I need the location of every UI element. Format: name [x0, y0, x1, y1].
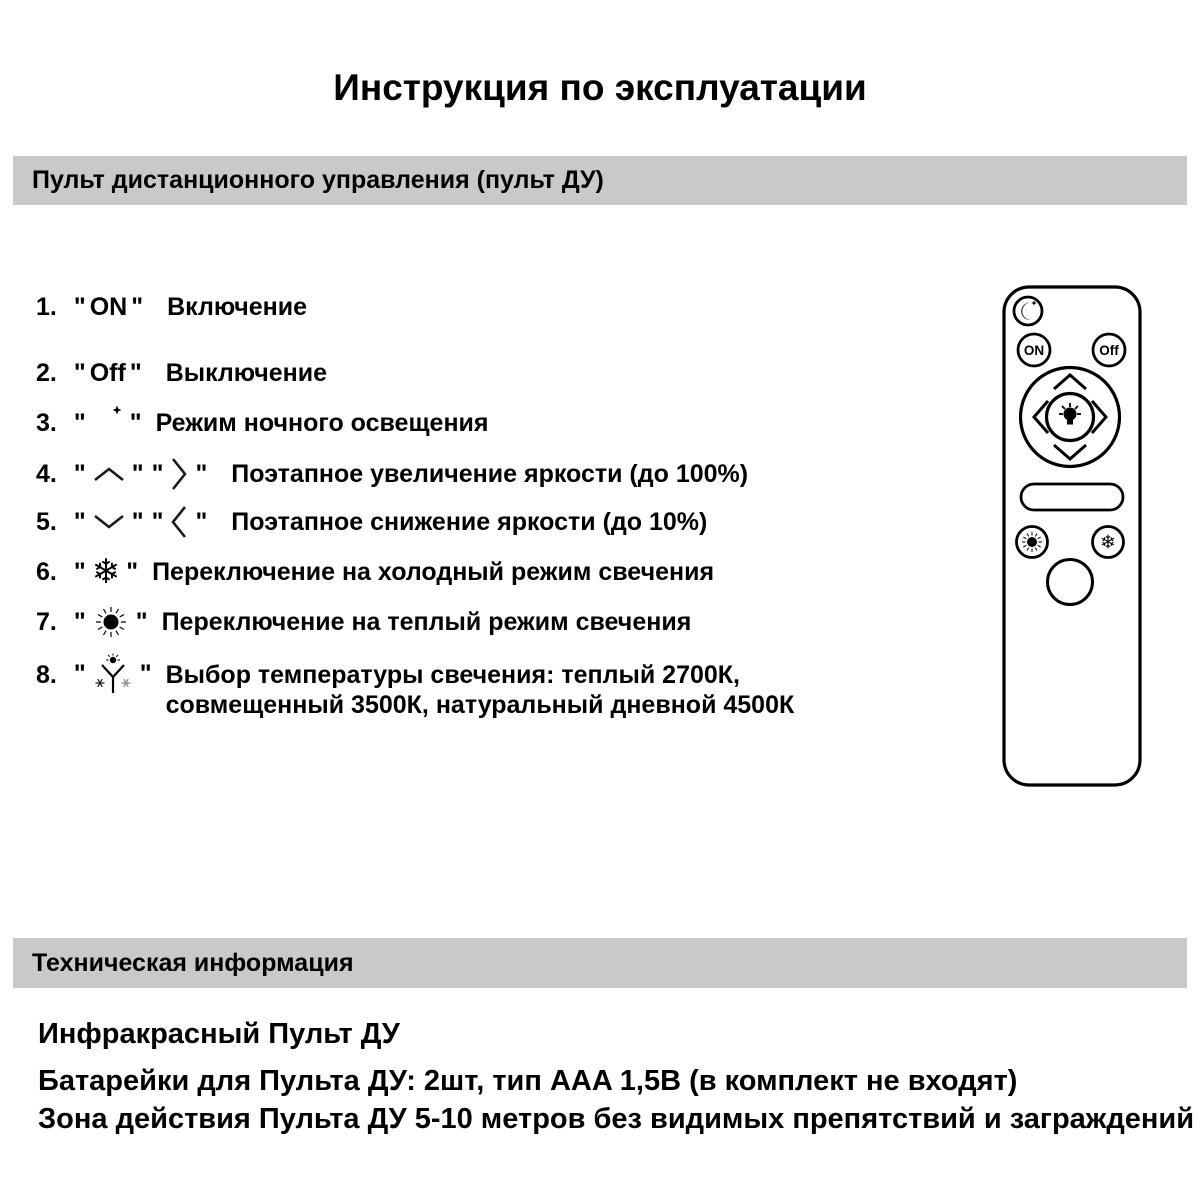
- item-description: Переключение на холодный режим свечения: [152, 557, 715, 586]
- item-number: 4.: [36, 459, 57, 488]
- remote-warm-button: [1017, 527, 1048, 558]
- list-item: [36, 550, 714, 594]
- quote-mark: ": [73, 659, 86, 688]
- section-heading: Пульт дистанционного управления (пульт ДУ): [32, 166, 604, 194]
- tech-info-line: Зона действия Пульта ДУ 5-10 метров без видимых препятствий и заграждений: [38, 1103, 1195, 1135]
- list-item: [36, 452, 748, 496]
- page-title: Инструкция по эксплуатации: [333, 67, 867, 108]
- item-description-line1: Выбор температуры свечения: теплый 2700К,: [165, 661, 740, 689]
- quote-mark: ": [126, 557, 139, 586]
- chevron-up-icon: [93, 466, 125, 482]
- quote-mark: ": [73, 408, 86, 437]
- chevron-left-icon: [170, 505, 188, 539]
- on-key-label: ON: [89, 292, 128, 321]
- snowflake-icon: ❄: [1100, 531, 1116, 554]
- crescent-moon-icon: [93, 404, 123, 442]
- quote-mark: ": [73, 607, 86, 636]
- list-item: [36, 285, 307, 329]
- list-item: [36, 600, 691, 644]
- off-button-label: Off: [1099, 343, 1119, 358]
- sun-icon: [93, 604, 129, 640]
- quote-mark: ": [129, 408, 142, 437]
- mini-snowflake-icon: [121, 679, 130, 687]
- item-number: 3.: [36, 408, 57, 437]
- mini-snowflake-icon: [95, 679, 104, 687]
- item-description: Режим ночного освещения: [155, 408, 489, 437]
- quote-mark: ": [195, 507, 208, 536]
- quote-mark: ": [135, 607, 148, 636]
- item-description: Поэтапное снижение яркости (до 10%): [231, 507, 708, 536]
- item-number: 8.: [36, 661, 57, 689]
- quote-mark: ": [73, 507, 86, 536]
- remote-off-button: [1093, 334, 1125, 366]
- remote-pill-button: [1021, 484, 1123, 510]
- item-description: Выключение: [165, 358, 327, 387]
- color-temperature-icon: [93, 653, 133, 695]
- list-item: [36, 500, 707, 544]
- item-number: 5.: [36, 507, 57, 536]
- remote-night-button: [1014, 297, 1042, 325]
- quote-mark: ": [131, 292, 144, 321]
- quote-mark: ": [151, 459, 164, 488]
- list-item: [36, 351, 327, 395]
- item-description: Поэтапное увеличение яркости (до 100%): [231, 459, 749, 488]
- remote-round-button: [1048, 560, 1093, 605]
- item-description: Включение: [167, 292, 308, 321]
- tech-info-line: Батарейки для Пульта ДУ: 2шт, тип AAA 1,5В (в комплект не входят): [38, 1065, 1018, 1097]
- quote-mark: ": [195, 459, 208, 488]
- quote-mark: ": [139, 659, 152, 688]
- list-item: [36, 401, 489, 445]
- remote-nav-pad: [1021, 368, 1120, 467]
- quote-mark: ": [73, 292, 86, 321]
- off-key-label: Off: [89, 358, 126, 387]
- section-heading: Техническая информация: [32, 948, 354, 977]
- item-description: Переключение на теплый режим свечения: [161, 607, 692, 636]
- quote-mark: ": [131, 507, 144, 536]
- quote-mark: ": [131, 459, 144, 488]
- quote-mark: ": [73, 557, 86, 586]
- quote-mark: ": [129, 358, 142, 387]
- item-number: 1.: [36, 292, 57, 321]
- chevron-down-icon: [93, 514, 125, 530]
- item-number: 6.: [36, 557, 57, 586]
- item-number: 7.: [36, 607, 57, 636]
- section-banner-tech: [13, 938, 1187, 988]
- on-button-label: ON: [1023, 343, 1045, 358]
- quote-mark: ": [73, 459, 86, 488]
- quote-mark: ": [73, 358, 86, 387]
- item-description-line2: совмещенный 3500К, натуральный дневной 4500К: [165, 691, 795, 719]
- remote-cold-button: [1093, 527, 1124, 558]
- snowflake-icon: ❄: [91, 553, 121, 591]
- item-number: 2.: [36, 358, 57, 387]
- list-item: [36, 660, 794, 720]
- remote-on-button: [1018, 334, 1050, 366]
- tech-info-line: Инфракрасный Пульт ДУ: [38, 1018, 400, 1050]
- remote-control-diagram: [1002, 285, 1142, 787]
- chevron-right-icon: [170, 457, 188, 491]
- section-banner-remote: [13, 156, 1187, 205]
- quote-mark: ": [151, 507, 164, 536]
